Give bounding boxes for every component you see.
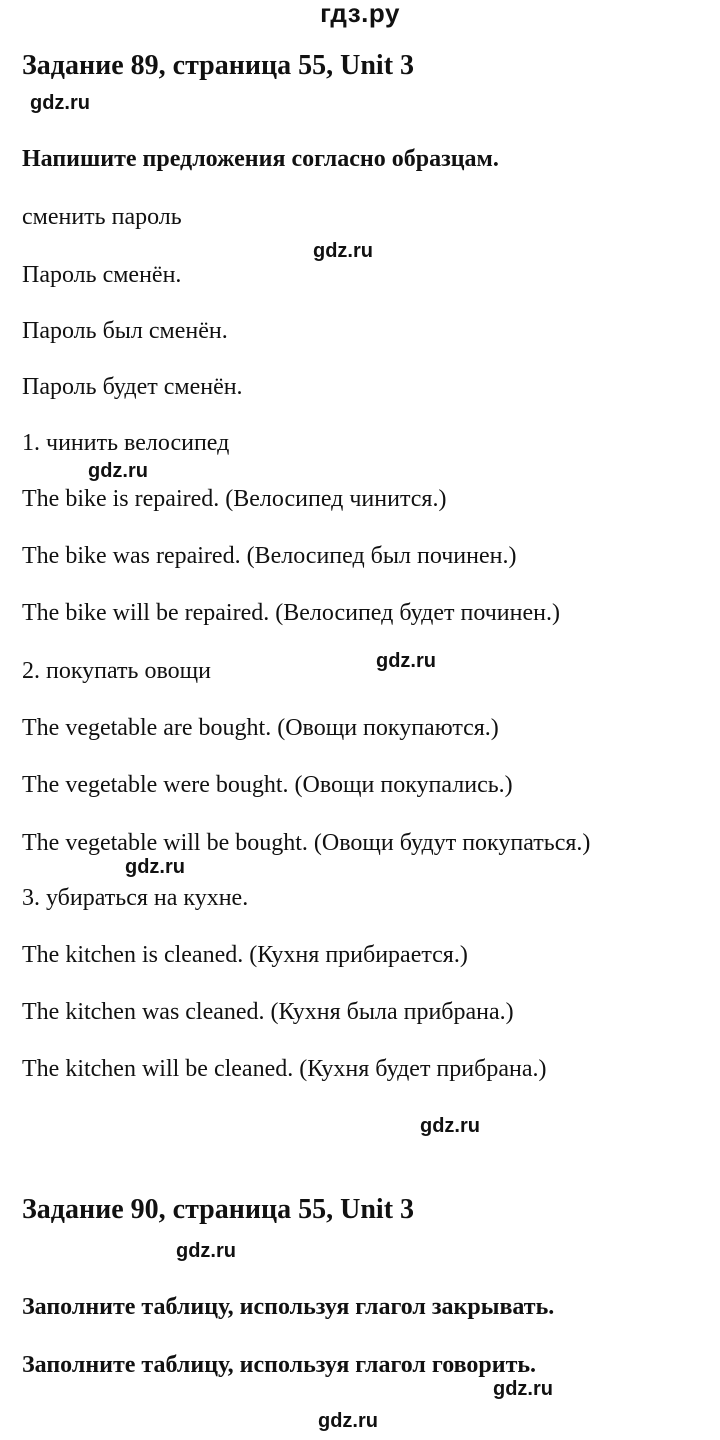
- answer-line: The vegetable will be bought. (Овощи будут покупаться.): [22, 830, 591, 856]
- watermark: gdz.ru: [318, 1410, 378, 1432]
- item-prompt: 2. покупать овощи: [22, 658, 211, 684]
- answer-line: The vegetable are bought. (Овощи покупаются.): [22, 715, 499, 741]
- answer-line: The kitchen was cleaned. (Кухня была прибрана.): [22, 999, 514, 1025]
- item-prompt: 3. убираться на кухне.: [22, 885, 249, 911]
- watermark: gdz.ru: [176, 1240, 236, 1262]
- answer-line: The bike was repaired. (Велосипед был починен.): [22, 543, 517, 569]
- task-90-instruction: Заполните таблицу, используя глагол говорить.: [22, 1352, 537, 1378]
- answer-line: The vegetable were bought. (Овощи покупались.): [22, 772, 513, 798]
- answer-line: The kitchen is cleaned. (Кухня прибирается.): [22, 942, 468, 968]
- example-line: Пароль сменён.: [22, 262, 182, 288]
- task-90-heading: Задание 90, страница 55, Unit 3: [22, 1194, 415, 1225]
- watermark: gdz.ru: [30, 92, 90, 114]
- answer-line: The kitchen will be cleaned. (Кухня будет прибрана.): [22, 1056, 547, 1082]
- task-89-instruction: Напишите предложения согласно образцам.: [22, 146, 499, 172]
- watermark: gdz.ru: [376, 650, 436, 672]
- example-line: Пароль будет сменён.: [22, 374, 243, 400]
- site-title: гдз.ру: [320, 0, 400, 28]
- watermark: gdz.ru: [125, 856, 185, 878]
- watermark: gdz.ru: [420, 1115, 480, 1137]
- watermark: gdz.ru: [493, 1378, 553, 1400]
- watermark: gdz.ru: [313, 240, 373, 262]
- answer-line: The bike is repaired. (Велосипед чинится.): [22, 486, 447, 512]
- example-line: сменить пароль: [22, 204, 182, 230]
- task-89-heading: Задание 89, страница 55, Unit 3: [22, 50, 415, 81]
- example-line: Пароль был сменён.: [22, 318, 228, 344]
- answer-line: The bike will be repaired. (Велосипед будет починен.): [22, 600, 560, 626]
- task-90-instruction: Заполните таблицу, используя глагол закрывать.: [22, 1294, 555, 1320]
- item-prompt: 1. чинить велосипед: [22, 430, 230, 456]
- watermark: gdz.ru: [88, 460, 148, 482]
